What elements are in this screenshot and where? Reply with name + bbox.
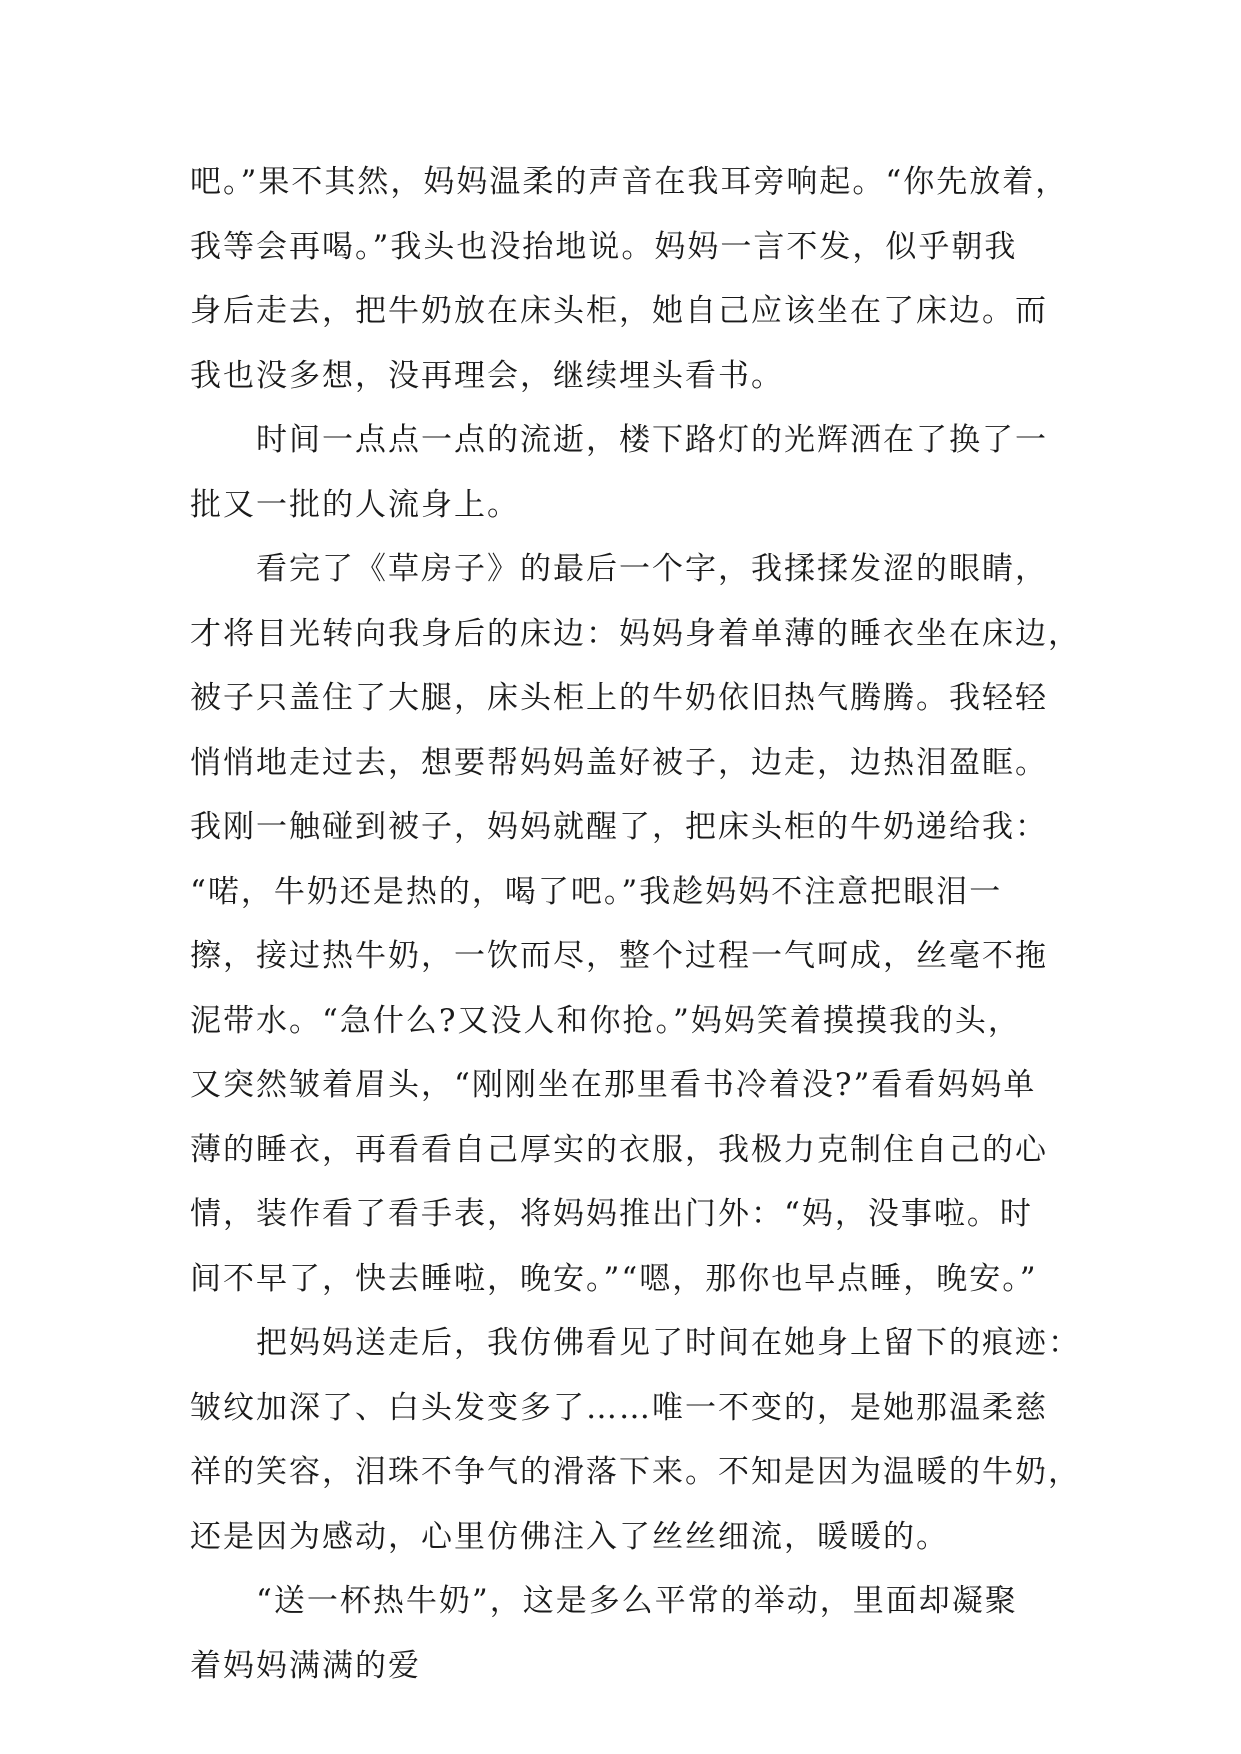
- text-line: 才将目光转向我身后的床边：妈妈身着单薄的睡衣坐在床边，: [190, 615, 1081, 652]
- text-line: 情，装作看了看手表，将妈妈推出门外：“妈，没事啦。时: [190, 1196, 1033, 1232]
- text-line: 泥带水。“急什么?又没人和你抢。”妈妈笑着摸摸我的头，: [190, 1002, 1021, 1039]
- text-line: 被子只盖住了大腿，床头柜上的牛奶依旧热气腾腾。我轻轻: [190, 680, 1048, 716]
- text-line: 悄悄地走过去，想要帮妈妈盖好被子，边走，边热泪盈眶。: [190, 744, 1048, 781]
- text-line: 把妈妈送走后，我仿佛看见了时间在她身上留下的痕迹：: [256, 1325, 1081, 1361]
- text-line: 间不早了，快去睡啦，晚安。”“嗯，那你也早点睡，晚安。”: [190, 1260, 1038, 1297]
- text-line: 我刚一触碰到被子，妈妈就醒了，把床头柜的牛奶递给我：: [190, 809, 1048, 845]
- text-line: 擦，接过热牛奶，一饮而尽，整个过程一气呵成，丝毫不拖: [190, 938, 1048, 974]
- text-line: 皱纹加深了、白头发变多了……唯一不变的，是她那温柔慈: [190, 1389, 1048, 1426]
- text-line: “喏，牛奶还是热的，喝了吧。”我趁妈妈不注意把眼泪一: [190, 873, 1003, 910]
- text-line: 还是因为感动，心里仿佛注入了丝丝细流，暖暖的。: [190, 1518, 949, 1555]
- text-line: 身后走去，把牛奶放在床头柜，她自己应该坐在了床边。而: [190, 293, 1048, 329]
- text-line: 我等会再喝。”我头也没抬地说。妈妈一言不发，似乎朝我: [190, 228, 1018, 265]
- text-line: 批又一批的人流身上。: [190, 486, 520, 523]
- text-line: “送一杯热牛奶”，这是多么平常的举动，里面却凝聚: [256, 1583, 1018, 1619]
- text-line: 薄的睡衣，再看看自己厚实的衣服，我极力克制住自己的心: [190, 1131, 1048, 1168]
- text-line: 吧。”果不其然，妈妈温柔的声音在我耳旁响起。“你先放着，: [190, 164, 1069, 200]
- text-line: 时间一点点一点的流逝，楼下路灯的光辉洒在了换了一: [256, 422, 1048, 458]
- text-line: 看完了《草房子》的最后一个字，我揉揉发涩的眼睛，: [256, 551, 1048, 587]
- text-line: 我也没多想，没再理会，继续埋头看书。: [190, 357, 784, 394]
- text-line: 又突然皱着眉头，“刚刚坐在那里看书冷着没?”看看妈妈单: [190, 1067, 1037, 1103]
- text-line: 祥的笑容，泪珠不争气的滑落下来。不知是因为温暖的牛奶，: [190, 1454, 1081, 1490]
- document-body: [190, 150, 1081, 1698]
- text-line: 着妈妈满满的爱: [190, 1647, 421, 1684]
